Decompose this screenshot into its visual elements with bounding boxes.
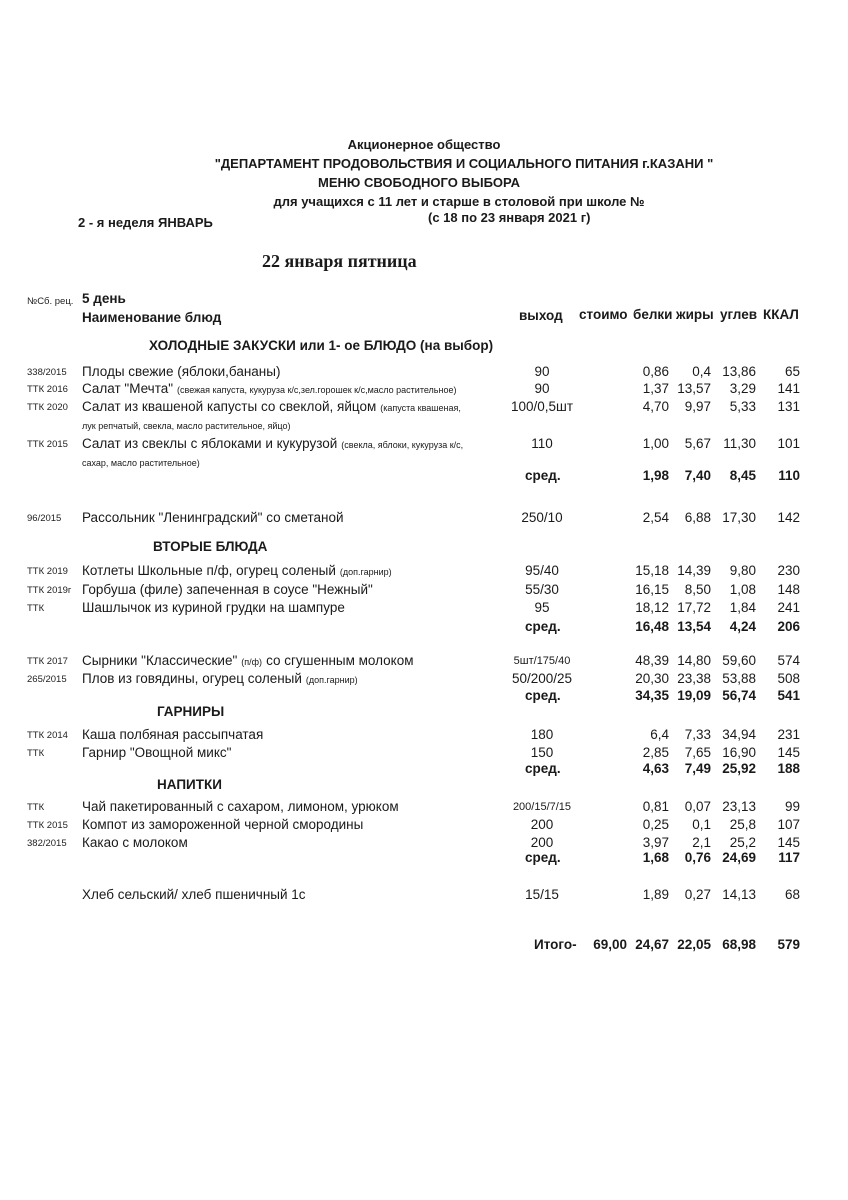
kcal-value: 141 [777, 381, 800, 396]
recipe-code: ТТК 2015 [27, 820, 68, 831]
recipe-code: ТТК 2019г [27, 585, 72, 596]
dish-name [82, 399, 461, 414]
col-kcal-header: ККАЛ [763, 307, 799, 322]
total-protein: 24,67 [635, 937, 669, 952]
portion-output: 200 [530, 817, 554, 832]
protein-value: 3,97 [642, 835, 669, 850]
dish-name-header: Наименование блюд [82, 310, 222, 325]
fat-value: 13,57 [677, 381, 711, 396]
kcal-value: 241 [777, 600, 800, 615]
average-protein: 4,63 [642, 761, 669, 776]
carb-value: 23,13 [722, 799, 756, 814]
dish-name-text: Рассольник "Ленинградский" со сметаной [82, 510, 344, 525]
kcal-value: 574 [777, 653, 800, 668]
protein-value: 2,85 [642, 745, 669, 760]
carb-value: 1,84 [729, 600, 756, 615]
col-fat-header: жиры [676, 307, 714, 322]
dish-name-text: Салат из квашеной капусты со свеклой, яйцом [82, 399, 377, 414]
dish-name-text: Котлеты Школьные п/ф, огурец соленый [82, 563, 336, 578]
protein-value: 1,89 [642, 887, 669, 902]
date-title: 22 января пятница [262, 251, 417, 271]
average-kcal: 117 [778, 850, 800, 865]
average-label: сред. [525, 850, 561, 865]
fat-value: 0,1 [692, 817, 711, 832]
dish-name [82, 563, 392, 578]
dish-name [82, 727, 263, 742]
dish-name [82, 671, 358, 686]
fat-value: 0,4 [692, 364, 711, 379]
portion-output: 110 [531, 436, 553, 451]
recipe-code: ТТК [27, 748, 45, 759]
average-label: сред. [525, 761, 561, 776]
dish-ingredients-note: (доп.гарнир) [339, 567, 392, 577]
fat-value: 23,38 [677, 671, 711, 686]
dish-name-tail: со сгушенным молоком [266, 653, 414, 668]
dish-name [82, 799, 399, 814]
average-carb: 56,74 [722, 688, 756, 703]
carb-value: 16,90 [722, 745, 756, 760]
portion-output: 200 [530, 835, 554, 850]
portion-output: 95 [534, 600, 550, 615]
kcal-value: 99 [784, 799, 800, 814]
col-cost-header: стоимо [579, 307, 628, 322]
portion-output: 5шт/175/40 [513, 655, 571, 667]
protein-value: 2,54 [642, 510, 669, 525]
recipe-code: 382/2015 [27, 838, 67, 849]
carb-value: 1,08 [729, 582, 756, 597]
carb-value: 14,13 [722, 887, 756, 902]
carb-value: 25,2 [729, 835, 756, 850]
dish-ingredients-note: (доп.гарнир) [305, 675, 358, 685]
kcal-value: 107 [777, 817, 800, 832]
fat-value: 14,80 [677, 653, 711, 668]
portion-output: 90 [534, 364, 550, 379]
kcal-value: 145 [777, 835, 800, 850]
recipe-code: ТТК 2015 [27, 439, 68, 450]
kcal-value: 145 [777, 745, 800, 760]
kcal-value: 65 [784, 364, 800, 379]
dish-name [82, 835, 188, 850]
dish-name [82, 582, 373, 597]
dish-ingredients-note-cont: сахар, масло растительное) [82, 458, 200, 468]
dish-ingredients-note: (п/ф) [241, 657, 263, 667]
portion-output: 250/10 [521, 510, 563, 525]
portion-output: 180 [530, 727, 554, 742]
section-garnishes: ГАРНИРЫ [157, 704, 225, 719]
dish-name [82, 653, 414, 668]
protein-value: 6,4 [650, 727, 669, 742]
dish-ingredients-note: (свежая капуста, кукуруза к/с,зел.горошек к/с,масло растительное) [177, 385, 457, 395]
audience: для учащихся с 11 лет и старше в столовой при школе № [273, 194, 645, 209]
week-label: 2 - я неделя ЯНВАРЬ [78, 215, 213, 230]
dish-name [82, 436, 463, 451]
carb-value: 9,80 [729, 563, 756, 578]
carb-value: 3,29 [729, 381, 756, 396]
carb-value: 25,8 [729, 817, 756, 832]
recipe-code: ТТК 2014 [27, 730, 68, 741]
carb-value: 5,33 [729, 399, 756, 414]
fat-value: 0,07 [684, 799, 711, 814]
col-carb-header: углев [720, 307, 757, 322]
dish-name [82, 600, 345, 615]
total-label: Итого- [534, 937, 577, 952]
protein-value: 4,70 [642, 399, 669, 414]
recipe-code: 338/2015 [27, 367, 67, 378]
protein-value: 0,86 [642, 364, 669, 379]
average-kcal: 188 [777, 761, 800, 776]
org-name: "ДЕПАРТАМЕНТ ПРОДОВОЛЬСТВИЯ И СОЦИАЛЬНОГО ПИТАНИЯ г.КАЗАНИ " [214, 156, 714, 171]
org-type: Акционерное общество [347, 137, 501, 152]
portion-output: 150 [530, 745, 554, 760]
average-kcal: 110 [778, 468, 800, 483]
dish-name [82, 381, 456, 396]
dish-name-text: Какао с молоком [82, 835, 188, 850]
recipe-code: ТТК [27, 802, 45, 813]
average-protein: 1,68 [642, 850, 669, 865]
portion-output: 95/40 [525, 563, 559, 578]
portion-output: 55/30 [525, 582, 559, 597]
dish-name-text: Каша полбяная рассыпчатая [82, 727, 264, 742]
average-fat: 19,09 [677, 688, 711, 703]
col-output-header: выход [519, 308, 563, 323]
total-cost: 69,00 [593, 937, 627, 952]
kcal-value: 131 [777, 399, 800, 414]
portion-output: 200/15/7/15 [512, 801, 572, 813]
protein-value: 18,12 [635, 600, 669, 615]
protein-value: 0,81 [642, 799, 669, 814]
carb-value: 17,30 [722, 510, 756, 525]
dish-name-text: Гарнир "Овощной микс" [82, 745, 232, 760]
kcal-value: 508 [777, 671, 800, 686]
fat-value: 0,27 [684, 887, 711, 902]
average-carb: 4,24 [729, 619, 756, 634]
dish-name-text: Чай пакетированный с сахаром, лимоном, урюком [82, 799, 399, 814]
section-second-courses: ВТОРЫЕ БЛЮДА [153, 539, 268, 554]
kcal-value: 142 [777, 510, 800, 525]
dish-name-text: Плов из говядины, огурец соленый [82, 671, 302, 686]
fat-value: 5,67 [684, 436, 711, 451]
protein-value: 1,00 [642, 436, 669, 451]
average-kcal: 206 [777, 619, 800, 634]
portion-output: 50/200/25 [511, 671, 573, 686]
recipe-code: ТТК [27, 603, 45, 614]
protein-value: 20,30 [635, 671, 669, 686]
kcal-value: 68 [784, 887, 800, 902]
dish-ingredients-note: (капуста квашеная, [380, 403, 461, 413]
total-fat: 22,05 [677, 937, 711, 952]
portion-output: 90 [534, 381, 550, 396]
kcal-value: 230 [777, 563, 800, 578]
section-cold-starters: ХОЛОДНЫЕ ЗАКУСКИ или 1- ое БЛЮДО (на выбор) [149, 338, 494, 353]
dish-name [82, 817, 363, 832]
carb-value: 13,86 [722, 364, 756, 379]
kcal-value: 231 [777, 727, 800, 742]
kcal-value: 148 [777, 582, 800, 597]
protein-value: 0,25 [642, 817, 669, 832]
day-label: 5 день [82, 291, 126, 306]
dish-name-text: Хлеб сельский/ хлеб пшеничный 1с [82, 887, 306, 902]
average-carb: 24,69 [722, 850, 756, 865]
average-protein: 34,35 [635, 688, 669, 703]
recipe-code: ТТК 2019 [27, 566, 68, 577]
recipe-code: ТТК 2016 [27, 384, 68, 395]
protein-value: 48,39 [635, 653, 669, 668]
fat-value: 7,33 [684, 727, 711, 742]
fat-value: 9,97 [684, 399, 711, 414]
dish-ingredients-note-cont: лук репчатый, свекла, масло растительное, яйцо) [82, 421, 291, 431]
average-fat: 0,76 [684, 850, 711, 865]
fat-value: 14,39 [677, 563, 711, 578]
average-fat: 7,40 [684, 468, 711, 483]
average-protein: 16,48 [635, 619, 669, 634]
dish-name-text: Салат из свеклы с яблоками и кукурузой [82, 436, 338, 451]
dish-name-text: Плоды свежие (яблоки,бананы) [82, 364, 281, 379]
protein-value: 1,37 [642, 381, 669, 396]
portion-output: 100/0,5шт [510, 399, 574, 414]
dish-name-text: Компот из замороженной черной смородины [82, 817, 364, 832]
dish-name [82, 745, 231, 760]
portion-output: 15/15 [525, 887, 559, 902]
dish-name-text: Сырники "Классические" [82, 653, 238, 668]
average-protein: 1,98 [642, 468, 669, 483]
section-drinks: НАПИТКИ [157, 777, 222, 792]
carb-value: 53,88 [722, 671, 756, 686]
protein-value: 15,18 [635, 563, 669, 578]
dish-name [82, 364, 280, 379]
recipe-code: ТТК 2020 [27, 402, 68, 413]
fat-value: 2,1 [692, 835, 711, 850]
recipe-code: 265/2015 [27, 674, 67, 685]
average-label: сред. [525, 468, 561, 483]
average-carb: 25,92 [722, 761, 756, 776]
fat-value: 17,72 [677, 600, 711, 615]
period-label: (с 18 по 23 января 2021 г) [428, 210, 591, 225]
protein-value: 16,15 [635, 582, 669, 597]
carb-value: 11,30 [723, 436, 756, 451]
carb-value: 34,94 [722, 727, 756, 742]
total-carb: 68,98 [722, 937, 756, 952]
total-kcal: 579 [777, 937, 800, 952]
fat-value: 6,88 [684, 510, 711, 525]
dish-name [82, 510, 344, 525]
fat-value: 7,65 [684, 745, 711, 760]
carb-value: 59,60 [722, 653, 756, 668]
col-protein-header: белки [633, 307, 673, 322]
dish-ingredients-note: (свекла, яблоки, кукуруза к/с, [341, 440, 464, 450]
average-fat: 13,54 [677, 619, 711, 634]
average-label: сред. [525, 619, 561, 634]
recipe-no-header: №Сб. рец. [27, 296, 74, 307]
dish-name-text: Салат "Мечта" [82, 381, 174, 396]
menu-title: МЕНЮ СВОБОДНОГО ВЫБОРА [318, 175, 520, 190]
recipe-code: ТТК 2017 [27, 656, 68, 667]
dish-name-text: Горбуша (филе) запеченная в соусе "Нежный" [82, 582, 373, 597]
average-carb: 8,45 [729, 468, 756, 483]
average-fat: 7,49 [684, 761, 711, 776]
average-label: сред. [525, 688, 561, 703]
kcal-value: 101 [777, 436, 800, 451]
dish-name [82, 887, 306, 902]
average-kcal: 541 [777, 688, 800, 703]
recipe-code: 96/2015 [27, 513, 62, 524]
fat-value: 8,50 [684, 582, 711, 597]
dish-name-text: Шашлычок из куриной грудки на шампуре [82, 600, 345, 615]
